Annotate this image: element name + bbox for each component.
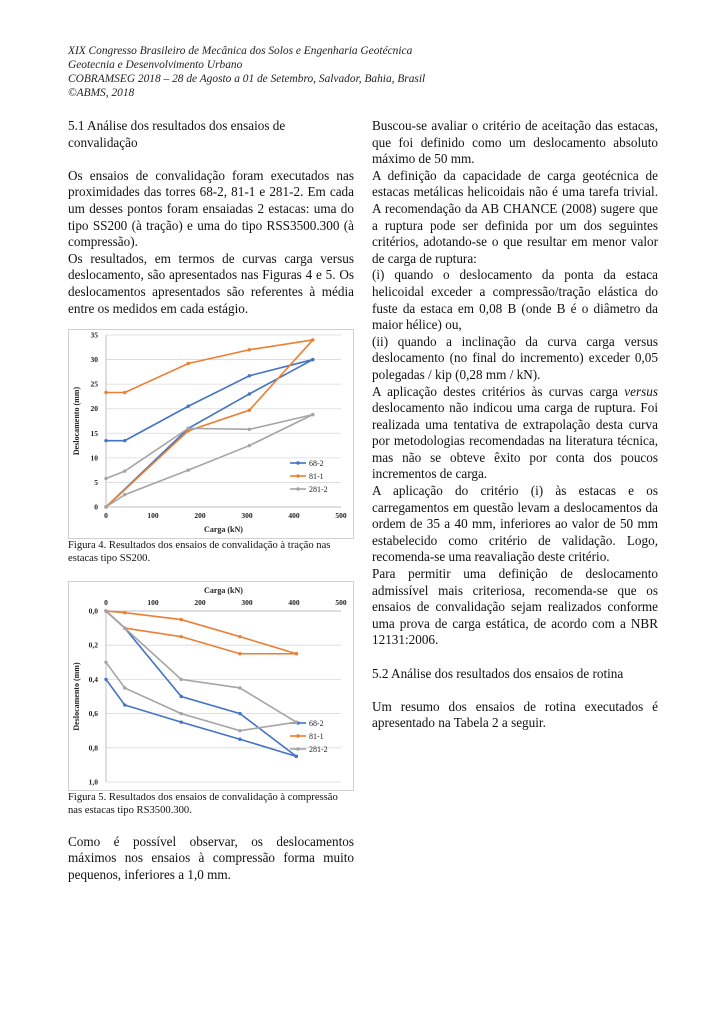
y-tick-label: 10	[90, 453, 98, 463]
data-point-81-1	[187, 362, 190, 365]
paragraph: Para permitir uma definição de deslocamento admissível mais criteriosa, recomenda-se que os ensaios de convalidação sejam realizados conforme uma prova de carga estática, de acordo com a NBR 12131:2006.	[372, 566, 658, 648]
data-point-281-2	[123, 627, 126, 630]
data-point-281-2	[180, 712, 183, 715]
data-point-281-2	[104, 609, 107, 612]
data-point-81-1	[104, 391, 107, 394]
y-axis-title: Deslocamento (mm)	[72, 662, 81, 731]
header-copyright: ©ABMS, 2018	[68, 87, 135, 99]
y-tick-label: 30	[90, 355, 98, 365]
data-point-81-1	[180, 635, 183, 638]
y-tick-label: 15	[90, 428, 98, 438]
y-tick-label: 5	[94, 478, 98, 488]
data-point-281-2	[248, 428, 251, 431]
italic-text: versus	[624, 383, 658, 399]
y-tick-label: 20	[90, 404, 98, 414]
data-point-81-1	[123, 391, 126, 394]
data-point-281-2	[104, 505, 107, 508]
data-point-68-2	[187, 405, 190, 408]
header-event: COBRAMSEG 2018 – 28 de Agosto a 01 de Setembro, Salvador, Bahia, Brasil	[68, 73, 426, 85]
header-conference: XIX Congresso Brasileiro de Mecânica dos Solos e Engenharia Geotécnica	[68, 45, 413, 57]
y-tick-label: 0,8	[88, 743, 98, 753]
paragraph: Os resultados, em termos de curvas carga versus deslocamento, são apresentados nas Figuras 4 e 5. Os deslocamentos apresentados são referentes à média entre os medidos em cada estágio.	[68, 250, 354, 316]
figure-4-svg	[68, 329, 354, 539]
x-tick-label: 500	[335, 598, 347, 608]
data-point-81-1	[238, 635, 241, 638]
data-point-81-1	[295, 652, 298, 655]
x-tick-label: 400	[288, 598, 300, 608]
data-point-68-2	[248, 392, 251, 395]
text-run: A aplicação destes critérios às curvas carga	[372, 383, 625, 399]
data-point-281-2	[180, 678, 183, 681]
legend-marker	[296, 461, 299, 464]
data-point-281-2	[311, 413, 314, 416]
legend-marker	[296, 487, 299, 490]
data-point-281-2	[187, 469, 190, 472]
data-point-81-1	[238, 652, 241, 655]
x-tick-label: 400	[288, 511, 300, 521]
section-title-5-2: 5.2 Análise dos resultados dos ensaios de rotina	[372, 665, 624, 681]
data-point-281-2	[123, 493, 126, 496]
legend-marker	[296, 747, 299, 750]
x-tick-label: 0	[104, 598, 108, 608]
figure-4-chart	[68, 329, 354, 539]
y-axis-title: Deslocamento (mm)	[72, 387, 81, 456]
data-point-68-2	[180, 721, 183, 724]
y-tick-label: 35	[90, 330, 98, 340]
legend-marker	[296, 734, 299, 737]
y-tick-label: 0	[94, 502, 98, 512]
x-tick-label: 0	[104, 511, 108, 521]
legend-entry: 281-2	[309, 485, 328, 495]
right-column	[372, 118, 658, 732]
x-tick-label: 300	[241, 598, 253, 608]
x-tick-label: 200	[194, 598, 206, 608]
chart-title: Carga (kN)	[204, 586, 243, 596]
y-tick-label: 0,6	[88, 709, 98, 719]
data-point-281-2	[104, 661, 107, 664]
data-point-281-2	[238, 686, 241, 689]
data-point-281-2	[248, 444, 251, 447]
data-point-281-2	[123, 686, 126, 689]
data-point-81-1	[180, 618, 183, 621]
data-point-68-2	[295, 755, 298, 758]
paragraph: (ii) quando a inclinação da curva carga versus deslocamento (no final do incremento) exceder 0,05 polegadas / kip (0,28 mm / kN).	[372, 333, 658, 382]
data-point-281-2	[104, 477, 107, 480]
header-theme: Geotecnia e Desenvolvimento Urbano	[68, 59, 243, 71]
legend-entry: 281-2	[309, 745, 328, 755]
paragraph	[372, 384, 658, 484]
data-point-81-1	[248, 409, 251, 412]
data-point-281-2	[238, 729, 241, 732]
x-tick-label: 100	[147, 511, 159, 521]
legend-marker	[296, 474, 299, 477]
data-point-281-2	[187, 427, 190, 430]
x-axis-title: Carga (kN)	[204, 525, 243, 535]
data-point-81-1	[123, 611, 126, 614]
section-title-5-1: 5.1 Análise dos resultados dos ensaios de convalidação	[68, 118, 286, 150]
legend-entry: 81-1	[309, 472, 324, 482]
paragraph: Buscou-se avaliar o critério de aceitação das estacas, que foi definido como um deslocamento absoluto máximo de 50 mm.	[372, 118, 658, 167]
x-tick-label: 300	[241, 511, 253, 521]
paragraph: Um resumo dos ensaios de rotina executados é apresentado na Tabela 2 a seguir.	[372, 698, 658, 731]
data-point-281-2	[123, 470, 126, 473]
figure-4-caption: Figura 4. Resultados dos ensaios de convalidação à tração nas estacas tipo SS200.	[68, 540, 331, 565]
text-run: deslocamento não indicou uma carga de ruptura. Foi realizada uma tentativa de extrapolação desta curva por metodologias recomendadas na literatura técnica, mas não se obteve êxito por conta dos poucos incrementos de carga.	[372, 400, 658, 482]
legend-entry: 81-1	[309, 732, 324, 742]
x-tick-label: 200	[194, 511, 206, 521]
y-tick-label: 0,4	[88, 675, 98, 685]
y-tick-label: 0,0	[88, 606, 98, 616]
figure-5-caption: Figura 5. Resultados dos ensaios de convalidação à compressão nas estacas tipo RS3500.300.	[68, 792, 338, 817]
data-point-68-2	[311, 358, 314, 361]
data-point-68-2	[248, 374, 251, 377]
figure-5-chart	[68, 581, 354, 791]
left-column	[68, 118, 354, 884]
data-point-81-1	[248, 348, 251, 351]
legend-entry: 68-2	[309, 459, 324, 469]
y-tick-label: 25	[90, 379, 98, 389]
y-tick-label: 1,0	[88, 777, 98, 787]
data-point-68-2	[123, 703, 126, 706]
page-header	[68, 44, 668, 100]
legend-entry: 68-2	[309, 719, 324, 729]
data-point-81-1	[311, 338, 314, 341]
paragraph: A definição da capacidade de carga geotécnica de estacas metálicas helicoidais não é uma tarefa trivial. A recomendação da AB CHANCE (2008) sugere que a ruptura pode ser definida por um dos seguintes critérios, adotando-se o que resultar em menor valor de carga de ruptura:	[372, 167, 658, 266]
y-tick-label: 0,2	[88, 640, 98, 650]
paragraph: Como é possível observar, os deslocamentos máximos nos ensaios à compressão forma muito pequenos, inferiores a 1,0 mm.	[68, 833, 354, 882]
data-point-68-2	[104, 439, 107, 442]
data-point-68-2	[238, 712, 241, 715]
data-point-68-2	[238, 738, 241, 741]
data-point-68-2	[180, 695, 183, 698]
paragraph: (i) quando o deslocamento da ponta da estaca helicoidal exceder a compressão/tração elástica do fuste da estaca em 0,08 B (onde B é o diâmetro da maior hélice) ou,	[372, 267, 658, 333]
data-point-68-2	[104, 678, 107, 681]
figure-5-svg	[68, 581, 354, 791]
x-tick-label: 500	[335, 511, 347, 521]
x-tick-label: 100	[147, 598, 159, 608]
data-point-68-2	[123, 439, 126, 442]
data-point-281-2	[295, 721, 298, 724]
paragraph: A aplicação do critério (i) às estacas e os carregamentos em questão levam a deslocamentos da ordem de 35 a 40 mm, inferiores ao valor de 50 mm estabelecido como critério de validação. Logo, recomenda-se uma reavaliação deste critério.	[372, 483, 658, 565]
paragraph: Os ensaios de convalidação foram executados nas proximidades das torres 68-2, 81-1 e 281-2. Em cada um desses pontos foram ensaiadas 2 estacas: uma do tipo SS200 (à tração) e uma do tipo RSS3500.300 (à compressão).	[68, 167, 354, 250]
